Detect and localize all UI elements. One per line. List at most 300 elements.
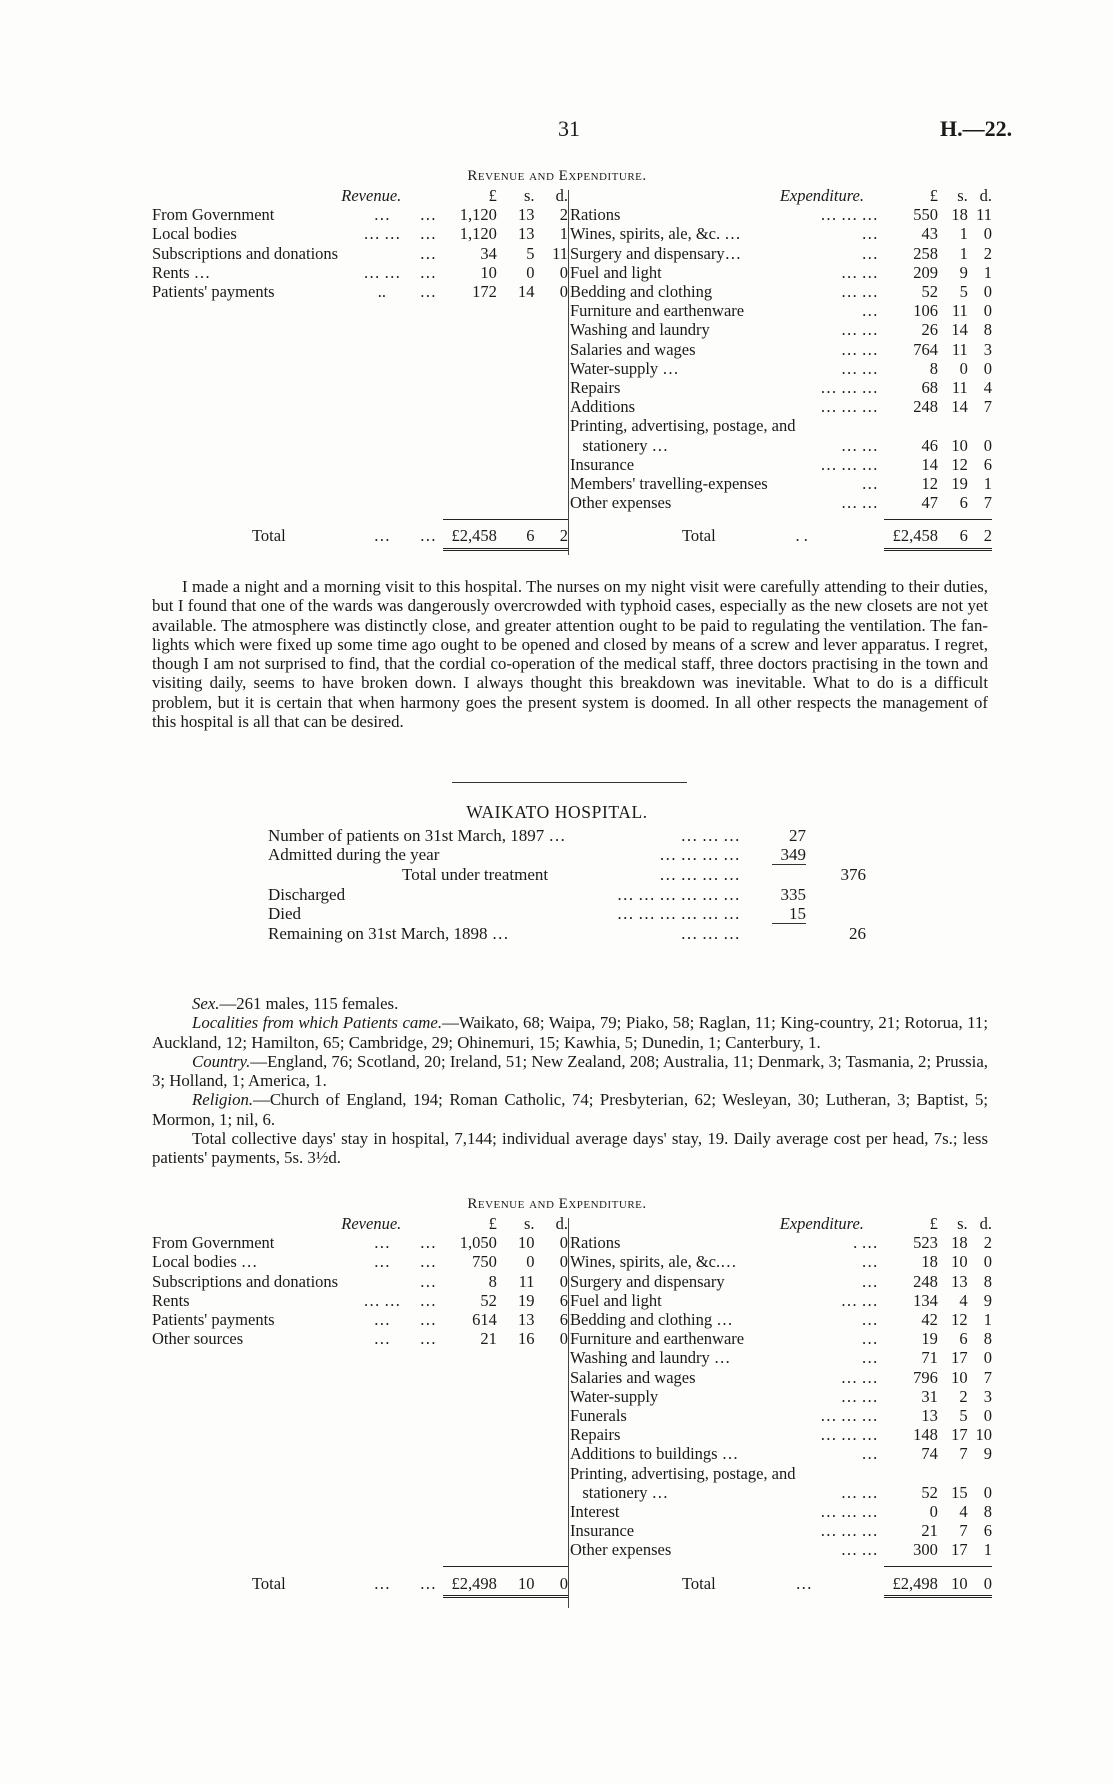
stat-label: Number of patients on 31st March, 1897 … xyxy=(268,826,566,845)
pounds-value: 71 xyxy=(921,1348,938,1368)
patient-notes xyxy=(152,994,988,1168)
expenditure-row xyxy=(570,397,992,416)
pounds-value: 31 xyxy=(921,1386,938,1406)
pence-value: 2 xyxy=(559,205,568,225)
pounds-value: 52 xyxy=(480,1290,497,1310)
expenditure-label: Additions to buildings … xyxy=(570,1444,739,1464)
leader-dots: … xyxy=(373,1573,391,1593)
leader-dots: … … … xyxy=(820,1502,878,1522)
leader-dots xyxy=(795,1464,883,1483)
expenditure-label: Washing and laundry … xyxy=(570,1348,731,1368)
pounds-value: 750 xyxy=(472,1252,497,1272)
revenue-header-row xyxy=(152,186,568,205)
revenue-row xyxy=(152,397,568,416)
revenue-total-row xyxy=(152,1574,568,1593)
revenue-row xyxy=(152,1387,568,1406)
total-rule xyxy=(443,512,568,526)
shillings-value: 0 xyxy=(959,358,968,378)
total-pence: 2 xyxy=(983,526,992,546)
revenue-row xyxy=(152,1310,568,1329)
note-label: Country. xyxy=(192,1051,251,1071)
expenditure-row xyxy=(570,320,992,339)
expenditure-row xyxy=(570,1252,992,1271)
expenditure-label: Surgery and dispensary xyxy=(570,1271,725,1291)
country-note xyxy=(152,1052,988,1091)
pounds-value: 1,050 xyxy=(459,1233,497,1253)
expenditure-label: stationery … xyxy=(570,1482,669,1502)
pounds-value: 796 xyxy=(913,1367,938,1387)
stat-value: 26 xyxy=(849,924,866,944)
revenue-heading: Revenue. xyxy=(341,1214,402,1233)
expenditure-row xyxy=(570,1387,992,1406)
empty-cell xyxy=(152,359,568,378)
note-text: —England, 76; Scotland, 20; Ireland, 51; New Zealand, 208; Australia, 11; Denmark, 3; Tasmania, 2; Prussia, 3; Holland, 1; America, 1. xyxy=(152,1051,988,1091)
shillings-value: 10 xyxy=(951,435,968,455)
revenue-label: Patients' payments xyxy=(152,282,275,302)
pence-value: 6 xyxy=(983,1521,992,1541)
expenditure-label: Additions xyxy=(570,397,636,417)
leader-dots: .. xyxy=(377,282,387,302)
total-label: Total xyxy=(252,526,286,546)
shillings-value: 13 xyxy=(518,1310,535,1330)
pounds-value: 21 xyxy=(921,1521,938,1541)
leader-dots: . … xyxy=(853,1233,878,1253)
shillings-value: 4 xyxy=(959,1290,968,1310)
pounds-value: 148 xyxy=(913,1425,938,1445)
revenue-table xyxy=(152,186,568,554)
pounds-value: 42 xyxy=(921,1310,938,1330)
shillings-value: 11 xyxy=(518,1271,535,1291)
stat-row xyxy=(268,924,866,943)
shillings-value xyxy=(938,416,968,435)
expenditure-row xyxy=(570,244,992,263)
pence-value: 3 xyxy=(983,1386,992,1406)
leader-dots: … … xyxy=(363,224,401,244)
leader-dots: … xyxy=(419,282,437,302)
expenditure-label: Fuel and light xyxy=(570,262,662,282)
expenditure-label: Furniture and earthenware xyxy=(570,1329,745,1349)
pounds-value: 1,120 xyxy=(459,205,497,225)
leader-dots: … … … xyxy=(820,205,878,225)
expenditure-label: Bedding and clothing xyxy=(570,282,713,302)
leader-dots: … xyxy=(419,243,437,263)
revenue-label: Rents xyxy=(152,1290,190,1310)
expenditure-row xyxy=(570,282,992,301)
expenditure-label: Water-supply xyxy=(570,1386,659,1406)
total-shillings: 6 xyxy=(526,526,535,546)
leader-dots: … … … xyxy=(820,378,878,398)
shillings-value: 14 xyxy=(951,320,968,340)
expenditure-row xyxy=(570,1502,992,1521)
leader-dots: … xyxy=(861,1444,878,1464)
shillings-value: 7 xyxy=(959,1521,968,1541)
leader-dots: … xyxy=(861,243,878,263)
leader-dots: … xyxy=(861,301,878,321)
stat-label: Total under treatment xyxy=(402,865,549,885)
expenditure-label: Insurance xyxy=(570,454,635,474)
rule-row xyxy=(152,1560,443,1574)
leader-dots: … … … xyxy=(820,454,878,474)
shillings-value: 1 xyxy=(959,243,968,263)
leader-dots: … … xyxy=(840,1367,878,1387)
shillings-value: 0 xyxy=(526,262,535,282)
expenditure-row xyxy=(570,359,992,378)
pounds-value: 209 xyxy=(913,262,938,282)
expenditure-table xyxy=(570,1214,992,1601)
leader-dots: … … xyxy=(840,1540,878,1560)
leader-dots: … xyxy=(419,1252,437,1272)
total-label: Total xyxy=(682,1573,716,1593)
revenue-label: From Government xyxy=(152,205,275,225)
inspection-report xyxy=(152,577,988,731)
shillings-value: 17 xyxy=(951,1348,968,1368)
pound-column-header: £ xyxy=(929,1214,938,1233)
stat-row xyxy=(268,885,866,904)
stat-dots: … … … … xyxy=(659,845,740,865)
shillings-value: 9 xyxy=(959,262,968,282)
double-rule xyxy=(884,546,992,554)
pence-value: 6 xyxy=(559,1310,568,1330)
leader-dots: … xyxy=(373,1329,391,1349)
expenditure-row xyxy=(570,224,992,243)
patient-statistics xyxy=(268,826,866,943)
leader-dots: … … xyxy=(840,435,878,455)
expenditure-header-row xyxy=(570,1214,992,1233)
revenue-row xyxy=(152,1348,568,1367)
pence-column-header: d. xyxy=(979,186,992,205)
double-rule xyxy=(884,1593,992,1601)
pounds-value: 300 xyxy=(913,1540,938,1560)
pence-value: 2 xyxy=(983,1233,992,1253)
shillings-value: 13 xyxy=(518,224,535,244)
shillings-value xyxy=(938,1464,968,1483)
shillings-value: 14 xyxy=(518,282,535,302)
header-spacer xyxy=(413,186,442,205)
empty-cell xyxy=(152,416,568,435)
shillings-value: 6 xyxy=(959,493,968,513)
total-rule xyxy=(884,1560,992,1574)
revenue-row xyxy=(152,416,568,435)
total-shillings: 10 xyxy=(518,1573,535,1593)
stat-dots: … … … xyxy=(680,924,740,944)
empty-cell xyxy=(152,474,568,493)
expenditure-row xyxy=(570,416,992,435)
pounds-value: 8 xyxy=(488,1271,497,1291)
pence-value: 1 xyxy=(983,262,992,282)
leader-dots: … xyxy=(861,224,878,244)
pound-column-header: £ xyxy=(929,186,938,205)
empty-cell xyxy=(152,1387,568,1406)
expenditure-label: Bedding and clothing … xyxy=(570,1310,733,1330)
revenue-header-row xyxy=(152,1214,568,1233)
pounds-value: 47 xyxy=(921,493,938,513)
rule-row xyxy=(570,1560,884,1574)
pence-value: 7 xyxy=(983,1367,992,1387)
revenue-label: Other sources xyxy=(152,1329,244,1349)
expenditure-label: Other expenses xyxy=(570,493,672,513)
expenditure-label: Funerals xyxy=(570,1406,627,1426)
empty-cell xyxy=(152,378,568,397)
expenditure-row xyxy=(570,493,992,512)
leader-dots: … xyxy=(419,1573,437,1593)
pence-value: 11 xyxy=(976,205,992,225)
leader-dots: … … xyxy=(840,262,878,282)
pence-value: 9 xyxy=(983,1290,992,1310)
expenditure-total-row xyxy=(570,526,992,545)
shillings-value: 7 xyxy=(959,1444,968,1464)
expenditure-label: Washing and laundry xyxy=(570,320,710,340)
revenue-row xyxy=(152,1444,568,1463)
revenue-label: Local bodies xyxy=(152,224,237,244)
pence-value: 0 xyxy=(983,282,992,302)
expenditure-row xyxy=(570,1483,992,1502)
pence-value: 6 xyxy=(559,1290,568,1310)
revenue-row xyxy=(152,282,568,301)
expenditure-row xyxy=(570,474,992,493)
revenue-label: Rents … xyxy=(152,262,211,282)
expenditure-total-row xyxy=(570,1574,992,1593)
empty-cell xyxy=(152,1406,568,1425)
pounds-value: 43 xyxy=(921,224,938,244)
expenditure-label: Printing, advertising, postage, and xyxy=(570,1463,796,1483)
revenue-row xyxy=(152,1502,568,1521)
revenue-row xyxy=(152,1329,568,1348)
stat-dots: … … … … xyxy=(659,865,740,885)
stat-value: 27 xyxy=(789,826,806,845)
expenditure-label: Repairs xyxy=(570,378,621,398)
pence-value: 3 xyxy=(983,339,992,359)
expenditure-label: Rations xyxy=(570,205,621,225)
pounds-value: 550 xyxy=(913,205,938,225)
expenditure-row xyxy=(570,1464,992,1483)
total-pence: 2 xyxy=(559,526,568,546)
revenue-label: Local bodies … xyxy=(152,1252,258,1272)
pence-value: 11 xyxy=(552,243,568,263)
leader-dots: … xyxy=(861,1329,878,1349)
empty-cell xyxy=(152,1521,568,1540)
empty-cell xyxy=(152,340,568,359)
leader-dots: … xyxy=(373,1252,391,1272)
pence-value xyxy=(968,1464,992,1483)
note-label: Religion. xyxy=(192,1090,254,1110)
expenditure-row xyxy=(570,1348,992,1367)
shillings-value: 17 xyxy=(951,1540,968,1560)
leader-dots: … xyxy=(861,1348,878,1368)
shillings-value: 17 xyxy=(951,1425,968,1445)
pounds-value xyxy=(884,416,938,435)
stat-dots: … … … xyxy=(680,826,740,845)
revenue-row xyxy=(152,1291,568,1310)
leader-dots: … xyxy=(419,224,437,244)
revenue-label: Subscriptions and donations xyxy=(152,243,339,263)
pounds-value: 26 xyxy=(921,320,938,340)
empty-cell xyxy=(152,397,568,416)
pounds-value: 52 xyxy=(921,1482,938,1502)
section2-title: Revenue and Expenditure. xyxy=(467,1196,647,1212)
shilling-column-header: s. xyxy=(957,1214,968,1233)
leader-dots: … … xyxy=(840,320,878,340)
leader-dots: … … … xyxy=(820,397,878,417)
revenue-row xyxy=(152,1425,568,1444)
revenue-row xyxy=(152,378,568,397)
leader-dots: … … xyxy=(840,339,878,359)
shillings-value: 0 xyxy=(526,1252,535,1272)
pounds-value: 8 xyxy=(929,358,938,378)
total-pounds: £2,498 xyxy=(892,1573,938,1593)
pence-value: 0 xyxy=(983,1482,992,1502)
revenue-row xyxy=(152,320,568,339)
total-pounds: £2,458 xyxy=(892,526,938,546)
pounds-value: 13 xyxy=(921,1406,938,1426)
empty-cell xyxy=(152,1368,568,1387)
leader-dots xyxy=(351,244,414,263)
pence-value: 1 xyxy=(983,474,992,494)
section1-title: Revenue and Expenditure. xyxy=(467,168,647,184)
shillings-value: 19 xyxy=(518,1290,535,1310)
pounds-value: 248 xyxy=(913,397,938,417)
revenue-row xyxy=(152,1464,568,1483)
stat-label: Admitted during the year xyxy=(268,845,440,865)
revenue-row xyxy=(152,1540,568,1559)
expenditure-label: Water-supply … xyxy=(570,358,679,378)
expenditure-row xyxy=(570,1291,992,1310)
leader-dots: … … xyxy=(363,262,401,282)
pence-value: 8 xyxy=(983,1271,992,1291)
leader-dots xyxy=(351,1272,414,1291)
revenue-row xyxy=(152,244,568,263)
shillings-value: 10 xyxy=(951,1252,968,1272)
column-divider xyxy=(568,190,569,555)
rule-row xyxy=(570,512,884,526)
stat-dots: … … … … … … xyxy=(616,903,740,923)
empty-cell xyxy=(152,436,568,455)
shillings-value: 10 xyxy=(518,1233,535,1253)
pence-value: 0 xyxy=(983,1252,992,1272)
revenue-label: Subscriptions and donations xyxy=(152,1271,339,1291)
leader-dots: … … xyxy=(840,1290,878,1310)
leader-dots: … xyxy=(419,1271,437,1291)
leader-dots: … … … xyxy=(820,1521,878,1541)
report-paragraph: I made a night and a morning visit to this hospital. The nurses on my night visit were carefully attending to their duties, but I found that one of the wards was dangerously overcrowded with typhoid cases, especially as the new closets are not yet available. The atmosphere was distinctly close, and greater attention ought to be paid to regulating the ventilation. The fan-lights which were fixed up some time ago ought to be opened and closed by means of a screw and lever apparatus. I regret, though I am not surprised to find, that the cordial co-operation of the medical staff, three doctors practising in the town and visiting daily, seems to have broken down. I always thought this breakdown was inevitable. What to do is a difficult problem, but it is certain that when harmony goes the present system is doomed. In all other respects the management of this hospital is all that can be desired. xyxy=(152,577,988,732)
empty-cell xyxy=(152,1502,568,1521)
leader-dots: … … xyxy=(840,358,878,378)
empty-cell xyxy=(152,493,568,512)
revenue-row xyxy=(152,1272,568,1291)
note-text: —Church of England, 194; Roman Catholic, 74; Presbyterian, 62; Wesleyan, 30; Lutheran, 3; Baptist, 5; Mormon, 1; nil, 6. xyxy=(152,1090,988,1129)
shillings-value: 18 xyxy=(951,1233,968,1253)
document-code: H.—22. xyxy=(940,116,1013,141)
pounds-value: 258 xyxy=(913,243,938,263)
expenditure-row xyxy=(570,378,992,397)
stat-row xyxy=(268,865,866,884)
expenditure-row xyxy=(570,205,992,224)
shillings-value: 18 xyxy=(951,205,968,225)
empty-cell xyxy=(152,320,568,339)
leader-dots: … xyxy=(373,1310,391,1330)
pence-value: 0 xyxy=(983,301,992,321)
pounds-value: 74 xyxy=(921,1444,938,1464)
note-label: Localities from which Patients came. xyxy=(192,1013,443,1033)
expenditure-row xyxy=(570,1368,992,1387)
expenditure-header-row xyxy=(570,186,992,205)
shillings-value: 2 xyxy=(959,1386,968,1406)
pence-value: 8 xyxy=(983,1502,992,1522)
expenditure-row xyxy=(570,1540,992,1559)
pounds-value: 14 xyxy=(921,454,938,474)
total-rule xyxy=(443,1560,568,1574)
leader-dots: … … xyxy=(840,1482,878,1502)
pounds-value: 523 xyxy=(913,1233,938,1253)
rule-row xyxy=(570,1593,884,1601)
stat-row xyxy=(268,826,866,845)
shillings-value: 16 xyxy=(518,1329,535,1349)
leader-dots: … … xyxy=(363,1290,401,1310)
revenue-row xyxy=(152,301,568,320)
total-pence: 0 xyxy=(983,1573,992,1593)
pence-column-header: d. xyxy=(555,186,568,205)
shillings-value: 6 xyxy=(959,1329,968,1349)
shillings-value: 5 xyxy=(526,243,535,263)
empty-cell xyxy=(152,1464,568,1483)
expenditure-label: Repairs xyxy=(570,1425,621,1445)
shillings-value: 14 xyxy=(951,397,968,417)
empty-cell xyxy=(152,1348,568,1367)
leader-dots: … xyxy=(861,474,878,494)
sex-note xyxy=(152,994,988,1013)
expenditure-label: stationery … xyxy=(570,435,669,455)
expenditure-row xyxy=(570,301,992,320)
expenditure-row xyxy=(570,1233,992,1252)
pence-value: 7 xyxy=(983,493,992,513)
total-pounds: £2,498 xyxy=(451,1573,497,1593)
pence-value: 2 xyxy=(983,243,992,263)
pence-value: 6 xyxy=(983,454,992,474)
revenue-row xyxy=(152,436,568,455)
pound-column-header: £ xyxy=(488,1214,497,1233)
revenue-table xyxy=(152,1214,568,1601)
shillings-value: 4 xyxy=(959,1502,968,1522)
double-rule xyxy=(443,546,568,554)
pence-value: 7 xyxy=(983,397,992,417)
pounds-value: 248 xyxy=(913,1271,938,1291)
empty-cell xyxy=(152,1540,568,1559)
rule-row xyxy=(152,1593,443,1601)
note-label: Sex. xyxy=(192,994,220,1013)
total-shillings: 10 xyxy=(951,1573,968,1593)
empty-cell xyxy=(152,455,568,474)
pence-value: 0 xyxy=(983,1348,992,1368)
pounds-value: 68 xyxy=(921,378,938,398)
leader-dots: … … … xyxy=(820,1425,878,1445)
leader-dots: … xyxy=(419,1329,437,1349)
empty-cell xyxy=(152,1444,568,1463)
stat-value: 335 xyxy=(780,884,806,904)
expenditure-row xyxy=(570,1272,992,1291)
rule-row xyxy=(570,546,884,554)
revenue-row xyxy=(152,1521,568,1540)
expenditure-label: Interest xyxy=(570,1502,620,1522)
pounds-value: 0 xyxy=(929,1502,938,1522)
revenue-total-row xyxy=(152,526,568,545)
expenditure-label: Printing, advertising, postage, and xyxy=(570,416,796,436)
expenditure-heading: Expenditure. xyxy=(779,1214,864,1233)
pence-value: 4 xyxy=(983,378,992,398)
shillings-value: 5 xyxy=(959,282,968,302)
shillings-value: 11 xyxy=(951,378,968,398)
revenue-row xyxy=(152,1252,568,1271)
expenditure-row xyxy=(570,263,992,282)
pounds-value: 764 xyxy=(913,339,938,359)
